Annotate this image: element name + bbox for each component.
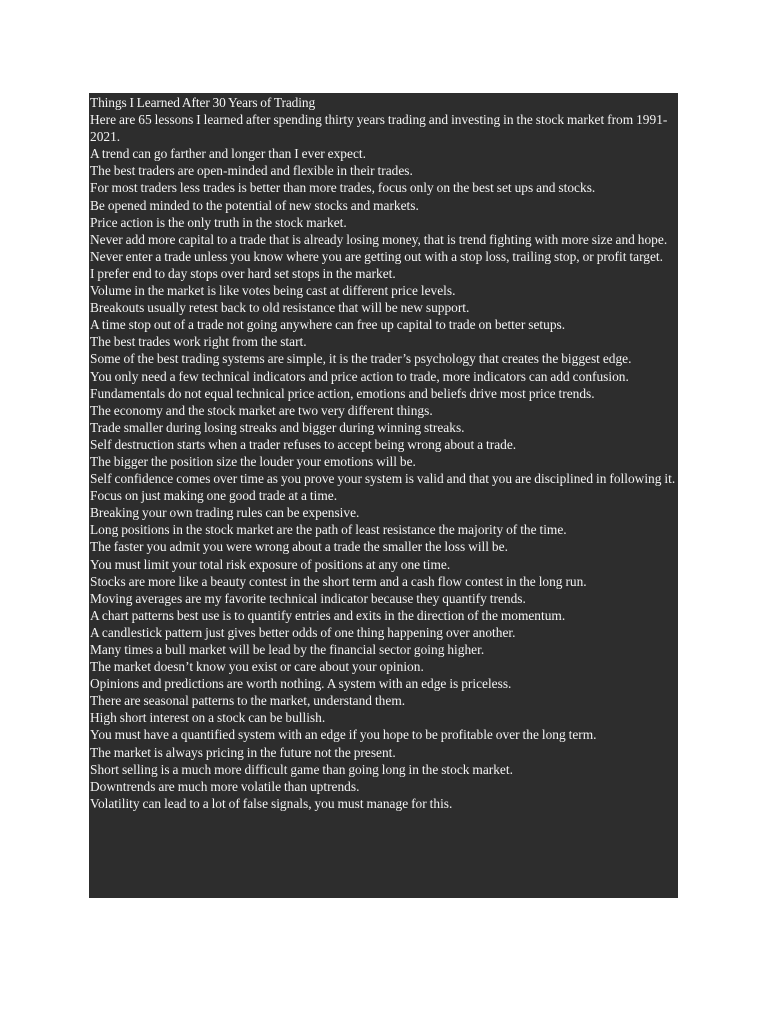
lesson-line: You must have a quantified system with an edge if you hope to be profitable over the long term. — [90, 727, 597, 743]
lesson-line: The economy and the stock market are two very different things. — [90, 402, 433, 418]
lesson-line: Moving averages are my favorite technical indicator because they quantify trends. — [90, 590, 526, 606]
lesson-line: Some of the best trading systems are simple, it is the trader’s psychology that creates the biggest edge. — [90, 351, 632, 367]
lesson-line: Many times a bull market will be lead by the financial sector going higher. — [90, 642, 485, 657]
lesson-line: A candlestick pattern just gives better odds of one thing happening over another. — [90, 624, 516, 640]
lesson-line: Short selling is a much more difficult game than going long in the stock market. — [90, 761, 513, 777]
lesson-line: I prefer end to day stops over hard set stops in the market. — [90, 265, 396, 281]
lesson-line: Trade smaller during losing streaks and bigger during winning streaks. — [90, 419, 465, 435]
lesson-list — [90, 111, 676, 812]
document-title: Things I Learned After 30 Years of Trading — [90, 95, 316, 110]
lesson-line: The faster you admit you were wrong about a trade the smaller the loss will be. — [90, 539, 508, 555]
lesson-line: Here are 65 lessons I learned after spending thirty years trading and investing in the stock market from 1991-2021. — [90, 112, 668, 145]
lesson-line: Fundamentals do not equal technical price action, emotions and beliefs drive most price trends. — [90, 385, 595, 401]
lesson-line: High short interest on a stock can be bullish. — [90, 710, 326, 726]
lesson-line: Self confidence comes over time as you prove your system is valid and that you are disciplined in following it. — [90, 471, 676, 487]
lesson-line: You only need a few technical indicators and price action to trade, more indicators can add confusion. — [90, 368, 629, 384]
lesson-line: A time stop out of a trade not going anywhere can free up capital to trade on better setups. — [90, 317, 566, 333]
lesson-line: Downtrends are much more volatile than uptrends. — [90, 778, 360, 794]
lesson-line: Breaking your own trading rules can be expensive. — [90, 505, 360, 521]
lesson-line: The market is always pricing in the future not the present. — [90, 744, 396, 760]
lesson-line: Never enter a trade unless you know where you are getting out with a stop loss, trailing stop, or profit target. — [90, 248, 663, 264]
lesson-line: The best traders are open-minded and flexible in their trades. — [90, 163, 413, 179]
lesson-line: Focus on just making one good trade at a time. — [90, 488, 338, 504]
lesson-line: The best trades work right from the start. — [90, 334, 307, 350]
lesson-line: Price action is the only truth in the stock market. — [90, 214, 347, 230]
lesson-line: There are seasonal patterns to the market, understand them. — [90, 693, 406, 709]
lesson-line: Stocks are more like a beauty contest in the short term and a cash flow contest in the long run. — [90, 573, 587, 589]
lesson-line: Long positions in the stock market are the path of least resistance the majority of the time. — [90, 522, 567, 538]
lesson-line: A trend can go farther and longer than I ever expect. — [90, 146, 366, 162]
lesson-line: The market doesn’t know you exist or care about your opinion. — [90, 659, 424, 675]
lesson-line: The bigger the position size the louder your emotions will be. — [90, 453, 416, 469]
lesson-line: For most traders less trades is better than more trades, focus only on the best set ups and stocks. — [90, 180, 596, 196]
document-text-block — [89, 93, 678, 898]
lesson-line: Self destruction starts when a trader refuses to accept being wrong about a trade. — [90, 436, 517, 452]
lesson-line: Never add more capital to a trade that is already losing money, that is trend fighting with more size and hope. — [90, 231, 668, 247]
lesson-line: You must limit your total risk exposure of positions at any one time. — [90, 556, 451, 572]
lesson-line: A chart patterns best use is to quantify entries and exits in the direction of the momentum. — [90, 607, 566, 623]
lesson-line: Opinions and predictions are worth nothing. A system with an edge is priceless. — [90, 676, 512, 692]
lesson-line: Volume in the market is like votes being cast at different price levels. — [90, 283, 456, 299]
lesson-line: Breakouts usually retest back to old resistance that will be new support. — [90, 300, 470, 316]
lesson-line: Volatility can lead to a lot of false signals, you must manage for this. — [90, 795, 453, 811]
lesson-line: Be opened minded to the potential of new stocks and markets. — [90, 197, 419, 213]
